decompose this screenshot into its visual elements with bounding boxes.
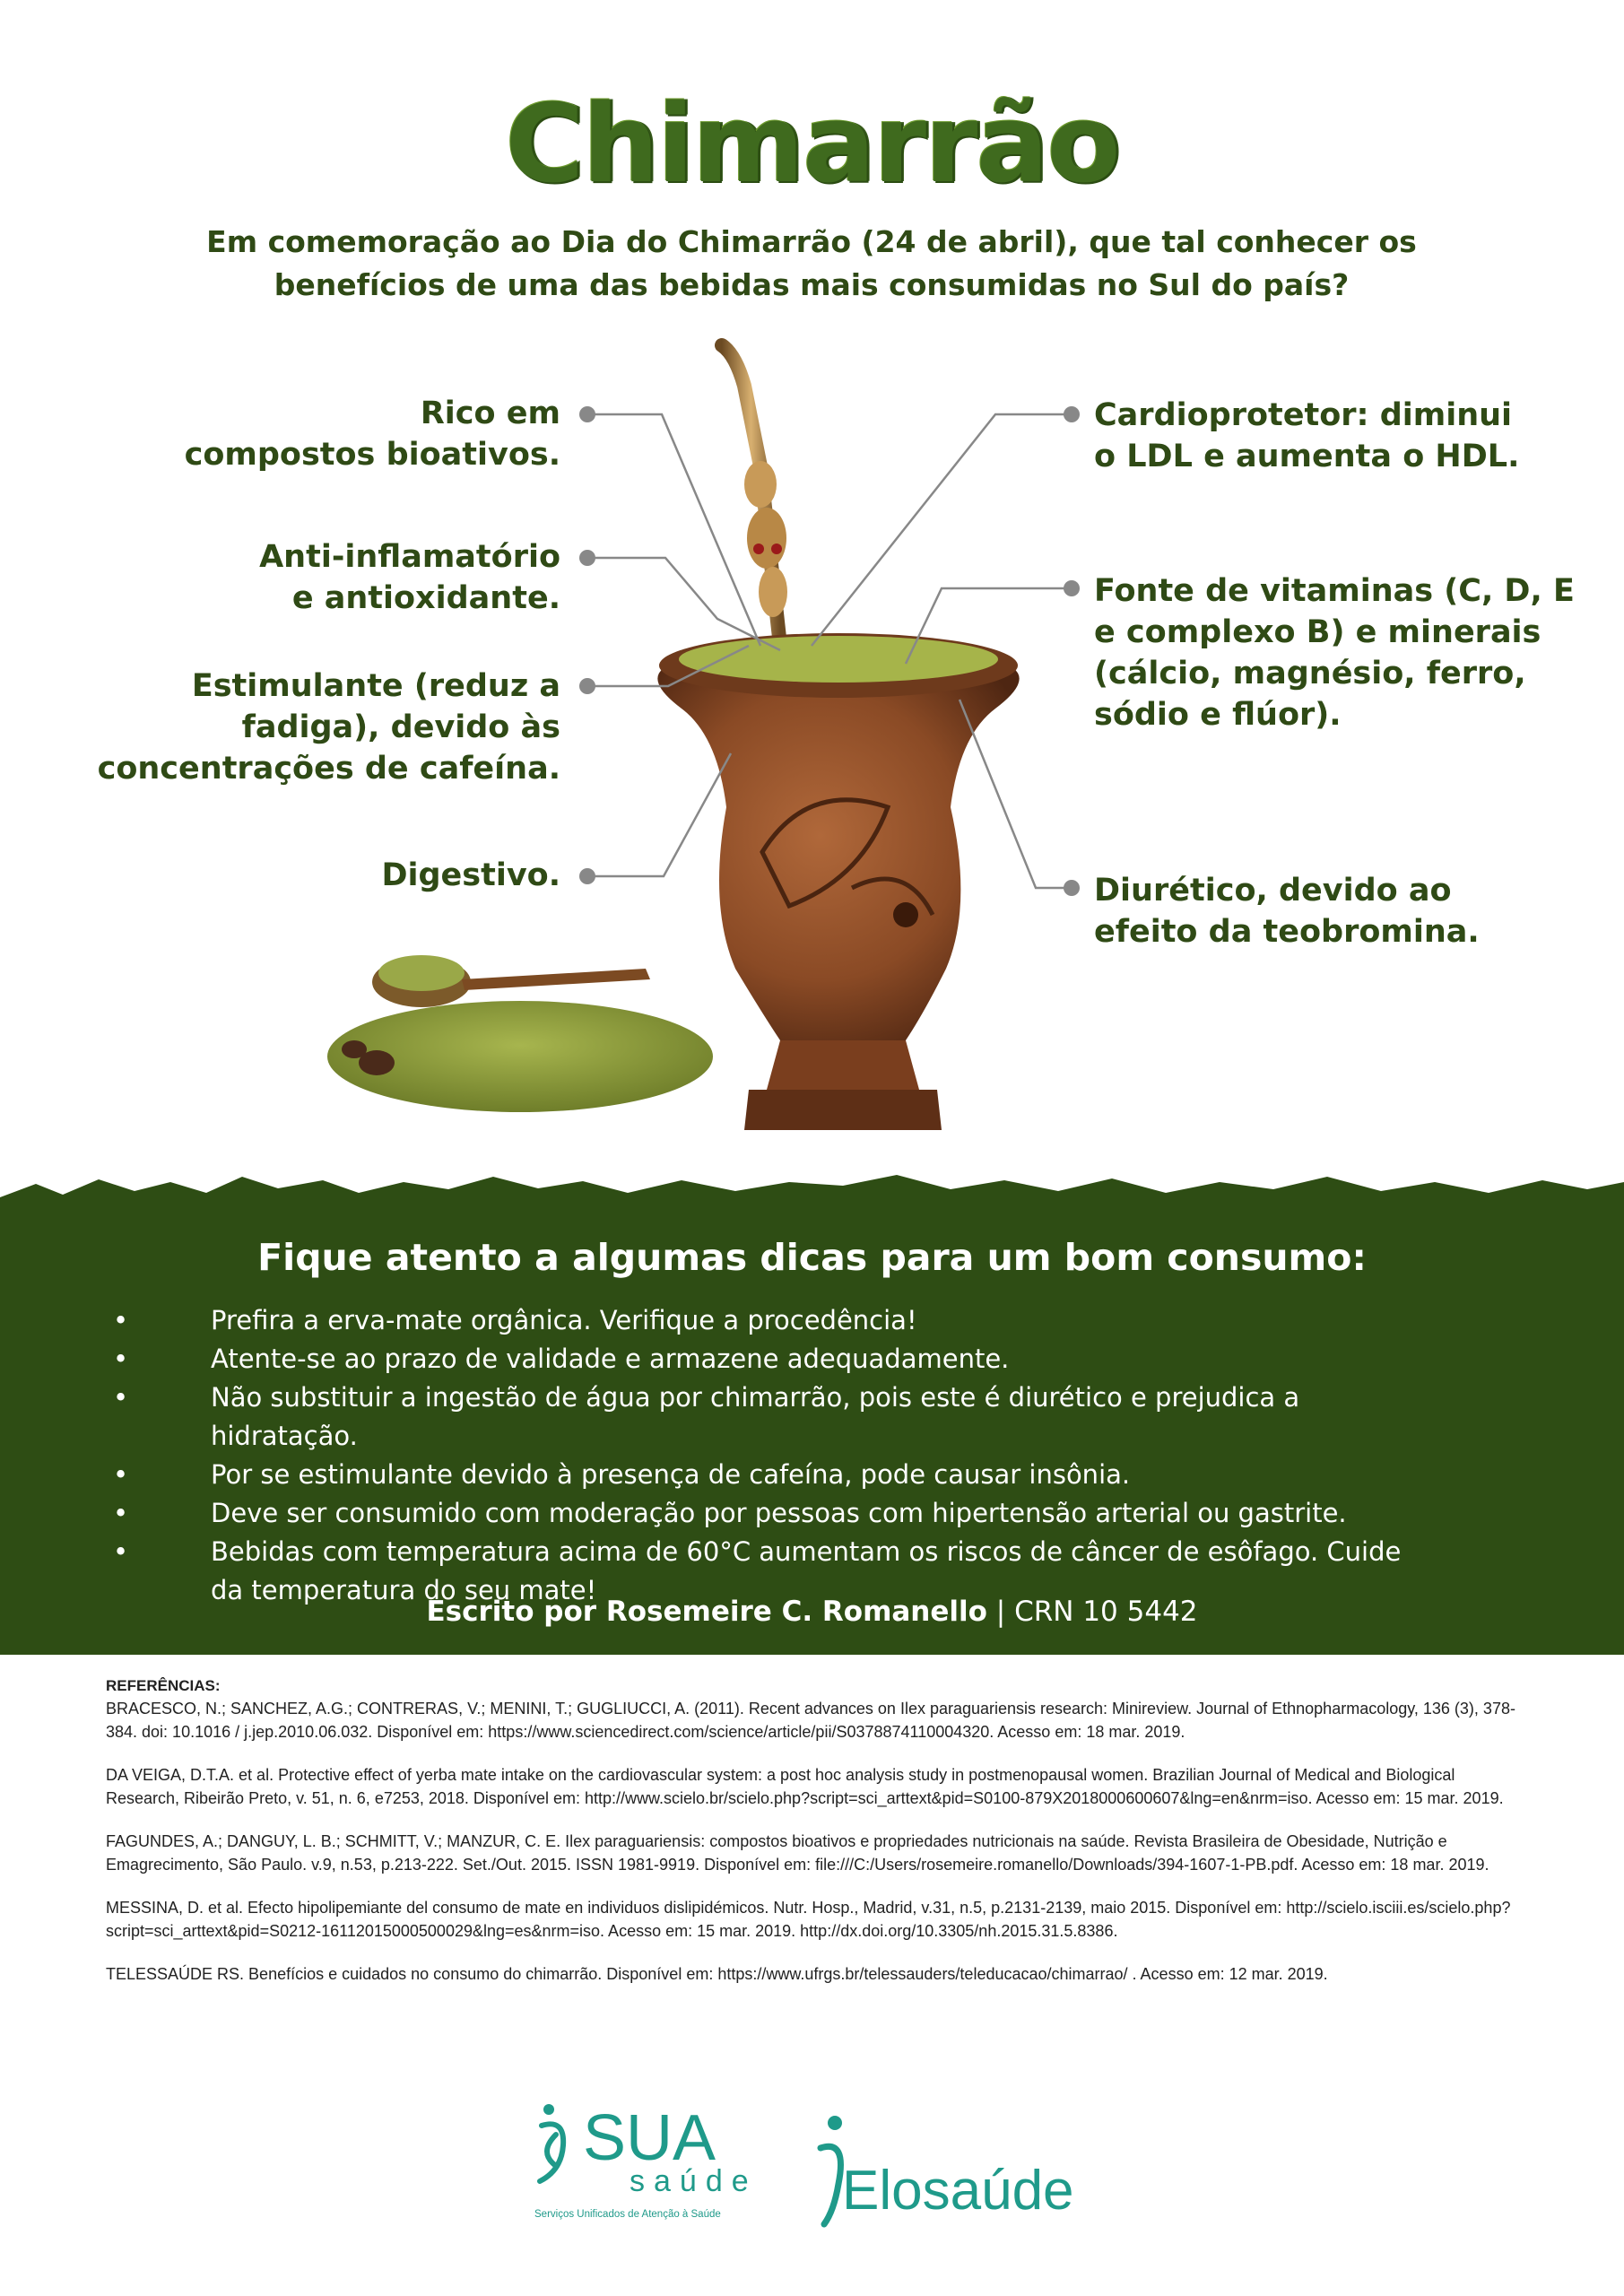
list-item [108,1456,1435,1494]
elosaude-logo [812,2112,1099,2229]
sua-saude-logo [529,2099,780,2229]
benefit-line: Cardioprotetor: diminui [1094,397,1513,433]
tips-list [108,1301,1435,1610]
tip-text: Prefira a erva-mate orgânica. Verifique a procedência! [211,1305,917,1335]
benefit-line: Anti-inflamatório [259,539,560,575]
benefit-line: (cálcio, magnésio, ferro, [1094,656,1526,691]
list-item [108,1378,1435,1456]
bullet: • [113,1498,129,1528]
bullet: • [113,1382,129,1413]
benefit-line: concentrações de cafeína. [97,751,560,787]
benefit-line: Rico em [420,396,560,431]
tip-text: Bebidas com temperatura acima de 60°C aumentam os riscos de câncer de esôfago. Cuide da temperatura do seu mate! [211,1536,1402,1605]
benefit-antiinflamatorio [135,536,560,619]
bullet: • [113,1305,129,1335]
benefit-cardioprotetor [1094,395,1596,477]
references-heading: REFERÊNCIAS: [106,1677,221,1694]
benefit-estimulante [90,665,560,789]
connector-dot [1064,580,1080,596]
elo-logo-text: Elosaúde [842,2160,1074,2222]
tip-text: Não substituir a ingestão de água por chimarrão, pois este é diurético e prejudica a hidratação. [211,1382,1300,1451]
benefit-diuretico [1094,870,1596,952]
reference-item: DA VEIGA, D.T.A. et al. Protective effect of yerba mate intake on the cardiovascular system: a post hoc analysis study in postmenopausal women. Brazilian Journal of Medical and Biological Research, Ribeirão Preto, v. 51, n. 6, e7253, 2018. Disponível em: http://www.scielo.br/scielo.php?script=sci_arttext&pid=S0100-879X2018000600607&lng=en&nrm=iso. Acesso em: 15 mar. 2019. [106,1766,1504,1807]
reference-item: FAGUNDES, A.; DANGUY, L. B.; SCHMITT, V.; MANZUR, C. E. Ilex paraguariensis: compostos bioativos e propriedades nutricionais na saúde. Revista Brasileira de Obesidade, Nutrição e Emagrecimento, São Paulo. v.9, n.53, p.213-222. Set./Out. 2015. ISSN 1981-9919. Disponível em: file:///C:/Users/rosemeire.romanello/Downloads/394-1607-1-PB.pdf. Acesso em: 18 mar. 2019. [106,1832,1489,1874]
list-item [108,1494,1435,1533]
tip-text: Por se estimulante devido à presença de cafeína, pode causar insônia. [211,1459,1131,1490]
benefit-line: e antioxidante. [291,580,560,616]
benefit-line: compostos bioativos. [184,437,560,473]
connector-dot [579,868,595,884]
sua-logo-sub: saúde [630,2164,758,2198]
herb-pile [327,955,713,1112]
bullet: • [113,1344,129,1374]
connector-line-antiinflamatorio [587,558,780,650]
reference-item: TELESSAÚDE RS. Benefícios e cuidados no consumo do chimarrão. Disponível em: https://www.ufrgs.br/telessauders/teleducacao/chimarrao/ . Acesso em: 12 mar. 2019. [106,1965,1328,1983]
list-item [108,1301,1435,1340]
reference-item: BRACESCO, N.; SANCHEZ, A.G.; CONTRERAS, V.; MENINI, T.; GUGLIUCCI, A. (2011). Recent advances on Ilex paraguariensis research: Minireview. Journal of Ethnopharmacology, 136 (3), 378-384. doi: 10.1016 / j.jep.2010.06.032. Disponível em: https://www.sciencedirect.com/science/article/pii/S0378874110004320. Acesso em: 18 mar. 2019. [106,1700,1515,1741]
connector-dot [1064,880,1080,896]
author-credit [0,1596,1624,1628]
author-crn: | CRN 10 5442 [986,1596,1198,1628]
subtitle-line-2: benefícios de uma das bebidas mais consumidas no Sul do país? [274,267,1350,302]
elo-figure-icon [821,2116,842,2224]
connector-dot [579,678,595,694]
connector-dot [579,406,595,422]
bullet: • [113,1459,129,1490]
connector-dot [1064,406,1080,422]
benefit-line: Fonte de vitaminas (C, D, E [1094,573,1575,609]
sua-figure-icon [540,2104,563,2181]
benefit-line: Estimulante (reduz a [191,668,560,704]
benefit-line: sódio e flúor). [1094,697,1342,733]
list-item [108,1340,1435,1378]
benefit-bioativos [135,393,560,475]
tip-text: Atente-se ao prazo de validade e armazene adequadamente. [211,1344,1010,1374]
connector-line-bioativos [587,414,760,646]
reference-item: MESSINA, D. et al. Efecto hipolipemiante del consumo de mate en individuos dislipidémicos. Nutr. Hosp., Madrid, v.31, n.5, p.2131-2139, maio 2015. Disponível em: http://scielo.isciii.es/scielo.php?script=sci_arttext&pid=S0212-16112015000500029&lng=es&nrm=iso. Acesso em: 15 mar. 2019. http://dx.doi.org/10.3305/nh.2015.31.5.8386. [106,1899,1511,1940]
references-section [106,1677,1532,2005]
benefit-digestivo [135,855,560,896]
page-title: Chimarrão [505,83,1119,207]
benefit-vitaminas [1094,570,1596,735]
connector-line-cardioprotetor [812,414,1072,646]
benefit-line: e complexo B) e minerais [1094,614,1541,650]
author-name: Escrito por Rosemeire C. Romanello [426,1596,987,1628]
benefit-line: Diurético, devido ao [1094,873,1452,909]
benefit-line: Digestivo. [381,857,560,893]
tips-title: Fique atento a algumas dicas para um bom consumo: [257,1236,1367,1279]
sua-logo-main: SUA [583,2102,716,2174]
bullet: • [113,1536,129,1567]
bomba-straw [722,345,787,646]
sua-logo-tagline: Serviços Unificados de Atenção à Saúde [534,2209,721,2220]
connector-line-digestivo [587,753,731,876]
tip-text: Deve ser consumido com moderação por pessoas com hipertensão arterial ou gastrite. [211,1498,1347,1528]
connector-dot [579,550,595,566]
subtitle-line-1: Em comemoração ao Dia do Chimarrão (24 de abril), que tal conhecer os [206,224,1417,259]
benefit-line: efeito da teobromina. [1094,914,1480,950]
benefit-line: fadiga), devido às [241,709,560,745]
benefit-line: o LDL e aumenta o HDL. [1094,439,1520,474]
